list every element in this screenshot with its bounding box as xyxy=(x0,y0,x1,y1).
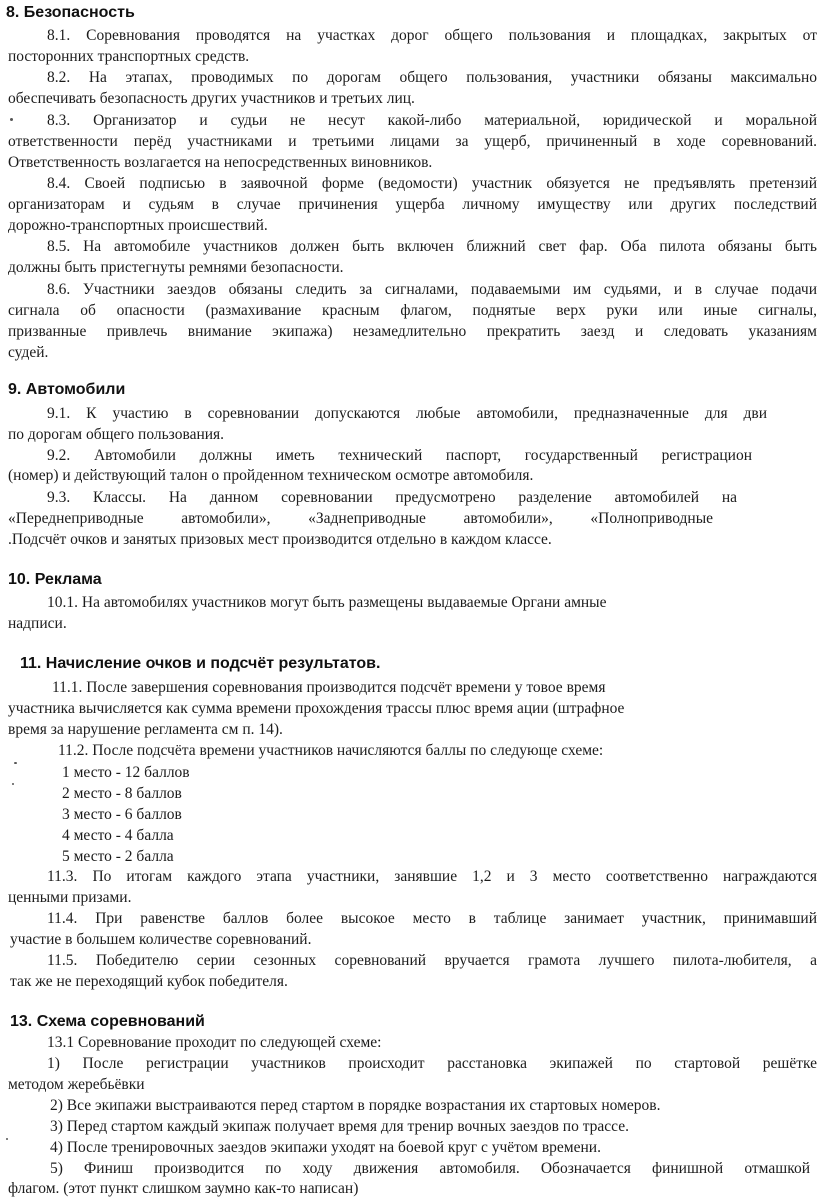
paragraph-line: 11.3. По итогам каждого этапа участники, занявшие 1,2 и 3 место соответственно награждаются xyxy=(47,868,817,885)
score-row: 5 место - 2 балла xyxy=(62,848,174,865)
paragraph-line: 9.2. Автомобили должны иметь технический паспорт, государственный регистрацион xyxy=(47,447,752,464)
paragraph-line: должны быть пристегнуты ремнями безопасности. xyxy=(8,259,344,276)
paragraph-line: время за нарушение регламента см п. 14). xyxy=(8,721,283,738)
section-8-heading: 8. Безопасность xyxy=(6,4,135,21)
paragraph-line: 9.3. Классы. На данном соревновании предусмотрено разделение автомобилей на xyxy=(47,489,737,506)
scan-speck xyxy=(6,1138,8,1140)
paragraph-line: по дорогам общего пользования. xyxy=(8,426,225,443)
paragraph-line: 1) После регистрации участников происходит расстановка экипажей по стартовой решётке xyxy=(47,1055,817,1072)
score-row: 4 место - 4 балла xyxy=(62,827,174,844)
paragraph-line: судей. xyxy=(8,344,49,361)
score-row: 1 место - 12 баллов xyxy=(62,764,190,781)
paragraph-line: 11.1. После завершения соревнования производится подсчёт времени у товое время xyxy=(52,679,606,696)
section-10-heading: 10. Реклама xyxy=(8,571,102,588)
section-13-heading: 13. Схема соревнований xyxy=(10,1013,205,1030)
paragraph-line: 11.5. Победителю серии сезонных соревнований вручается грамота лучшего пилота-любителя, а xyxy=(47,952,817,969)
paragraph-line: 8.4. Своей подписью в заявочной форме (ведомости) участник обязуется не предъявлять претензий xyxy=(47,175,817,192)
paragraph-line: 10.1. На автомобилях участников могут быть размещены выдаваемые Органи амные xyxy=(47,594,607,611)
paragraph-line: .Подсчёт очков и занятых призовых мест производится отдельно в каждом классе. xyxy=(8,531,552,548)
paragraph-line: 9.1. К участию в соревновании допускаются любые автомобили, предназначенные для дви xyxy=(47,405,767,422)
paragraph-line: 8.5. На автомобиле участников должен быть включен ближний свет фар. Оба пилота обязаны быть xyxy=(47,238,817,255)
paragraph-line: 8.1. Соревнования проводятся на участках дорог общего пользования и площадках, закрытых от xyxy=(47,27,817,44)
paragraph-line: 5) Финиш производится по ходу движения автомобиля. Обозначается финишной отмашкой xyxy=(50,1160,810,1177)
paragraph-line: посторонних транспортных средств. xyxy=(8,48,250,65)
paragraph-line: Ответственность возлагается на непосредственных виновников. xyxy=(8,154,433,171)
paragraph-line: «Переднеприводные автомобили», «Заднеприводные автомобили», «Полноприводные xyxy=(8,510,713,527)
paragraph-line: участника вычисляется как сумма времени прохождения трассы плюс время ации (штрафное xyxy=(8,700,625,717)
paragraph-line: так же не переходящий кубок победителя. xyxy=(10,973,288,990)
paragraph-line: ответственности перёд участниками и третьими лицами за ущерб, причиненный в ходе соревнований. xyxy=(8,133,817,150)
section-11-heading: 11. Начисление очков и подсчёт результатов. xyxy=(20,655,381,672)
paragraph-line: ценными призами. xyxy=(8,889,132,906)
paragraph-line: организаторам и судьям в случае причинения ущерба личному имуществу или других последствий xyxy=(8,196,817,213)
scan-speck xyxy=(12,783,14,785)
paragraph-line: 3) Перед стартом каждый экипаж получает время для тренир вочных заездов по трассе. xyxy=(50,1118,629,1135)
paragraph-line: 13.1 Соревнование проходит по следующей схеме: xyxy=(47,1034,382,1051)
paragraph-line: 8.6. Участники заездов обязаны следить за сигналами, подаваемыми им судьями, и в случае подачи xyxy=(47,281,817,298)
paragraph-line: обеспечивать безопасность других участников и третьих лиц. xyxy=(8,90,415,107)
paragraph-line: методом жеребьёвки xyxy=(8,1076,145,1093)
paragraph-line: флагом. (этот пункт слишком заумно как-то написан) xyxy=(8,1180,359,1197)
scan-speck xyxy=(14,762,17,764)
paragraph-line: 4) После тренировочных заездов экипажи уходят на боевой круг с учётом времени. xyxy=(50,1139,601,1156)
paragraph-line: сигнала об опасности (размахивание красным флагом, поднятые верх руки или иные сигналы, xyxy=(8,302,817,319)
paragraph-line: 11.4. При равенстве баллов более высокое место в таблице занимает участник, принимавший xyxy=(47,910,817,927)
paragraph-line: дорожно-транспортных происшествий. xyxy=(8,217,268,234)
paragraph-line: участие в большем количестве соревнований. xyxy=(10,931,312,948)
paragraph-line: 11.2. После подсчёта времени участников начисляются баллы по следующе схеме: xyxy=(58,742,604,759)
paragraph-line: призванные привлечь внимание экипажа) незамедлительно прекратить заезд и следовать указаниям xyxy=(8,323,817,340)
paragraph-line: 2) Все экипажи выстраиваются перед стартом в порядке возрастания их стартовых номеров. xyxy=(50,1097,661,1114)
paragraph-line: надписи. xyxy=(8,615,67,632)
section-9-heading: 9. Автомобили xyxy=(8,381,126,398)
scan-speck xyxy=(10,118,13,121)
paragraph-line: 8.3. Организатор и судьи не несут какой-либо материальной, юридической и моральной xyxy=(47,112,817,129)
paragraph-line: 8.2. На этапах, проводимых по дорогам общего пользования, участники обязаны максимально xyxy=(47,69,817,86)
paragraph-line: (номер) и действующий талон о пройденном техническом осмотре автомобиля. xyxy=(8,467,534,484)
score-row: 3 место - 6 баллов xyxy=(62,806,182,823)
score-row: 2 место - 8 баллов xyxy=(62,785,182,802)
